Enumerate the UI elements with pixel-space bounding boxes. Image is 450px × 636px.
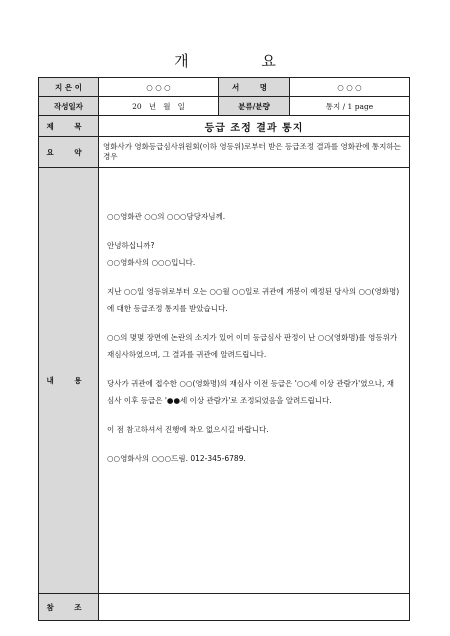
content-paragraph: 안녕하십니까? ○○영화사의 ○○○입니다. bbox=[107, 241, 196, 267]
summary-label: 요 약 bbox=[39, 137, 99, 168]
reference-row bbox=[39, 594, 410, 621]
author-value: ○ ○ ○ bbox=[99, 78, 219, 97]
content-paragraph: 당사가 귀관에 접수한 ○○(영화명)의 재심사 이전 등급은 '○○세 이상 관람가'였으나, 재심사 이후 등급은 '●●세 이상 관람가'로 조정되었음을 알려드립니다. bbox=[107, 379, 394, 405]
subject-value: 등급 조정 결과 통지 bbox=[99, 116, 410, 137]
document-title: 개 요 bbox=[174, 52, 310, 70]
summary-row bbox=[39, 137, 410, 168]
summary-value: 영화사가 영화등급심사위원회(이하 영등위)로부터 받은 등급조정 결과를 영화관에 통지하는 경우 bbox=[99, 137, 410, 168]
category-value: 통지 / 1 page bbox=[290, 97, 410, 116]
content-body bbox=[99, 168, 410, 594]
date-value: 20 년 월 일 bbox=[99, 97, 219, 116]
signature-value: ○ ○ ○ bbox=[290, 78, 410, 97]
subject-label: 제 목 bbox=[39, 116, 99, 137]
summary-table bbox=[38, 77, 410, 621]
author-row bbox=[39, 78, 410, 97]
category-label: 분류/분량 bbox=[219, 97, 290, 116]
reference-label: 참 조 bbox=[39, 594, 99, 621]
date-row bbox=[39, 97, 410, 116]
author-label: 지 은 이 bbox=[39, 78, 99, 97]
content-row bbox=[39, 168, 410, 594]
signature-label: 서 명 bbox=[219, 78, 290, 97]
date-label: 작성일자 bbox=[39, 97, 99, 116]
content-paragraph: ○○영화사의 ○○○드림. 012-345-6789. bbox=[107, 454, 246, 463]
subject-row bbox=[39, 116, 410, 137]
reference-value bbox=[99, 594, 410, 621]
content-label: 내 용 bbox=[39, 168, 99, 594]
content-paragraph: 이 점 참고하셔서 진행에 착오 없으시길 바랍니다. bbox=[107, 425, 269, 434]
content-paragraph: ○○의 몇몇 장면에 논란의 소지가 있어 이미 등급심사 판정이 난 ○○(영화명)를 영등위가 재심사하였으며, 그 결과를 귀관에 알려드립니다. bbox=[107, 333, 398, 359]
content-paragraph: 지난 ○○일 영등위로부터 오는 ○○월 ○○일로 귀관에 개봉이 예정된 당사의 ○○(영화명)에 대한 등급조정 통지를 받았습니다. bbox=[107, 287, 400, 313]
content-paragraph: ○○영화관 ○○의 ○○○담당자님께. bbox=[107, 212, 226, 221]
